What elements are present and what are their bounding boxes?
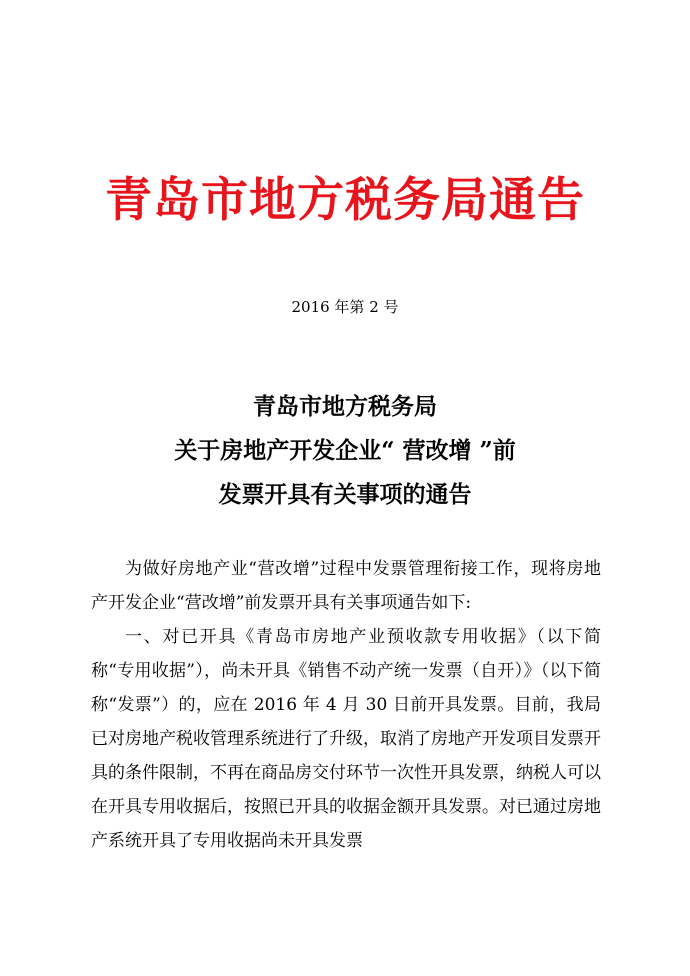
- title-line-3: 发票开具有关事项的通告: [218, 481, 472, 508]
- notice-title: [0, 385, 690, 517]
- issuing-authority-header: 青岛市地方税务局通告: [105, 173, 585, 228]
- title-line-2: 关于房地产开发企业“ 营改增 ”前: [174, 437, 516, 464]
- document-number: 2016 年第 2 号: [291, 298, 399, 316]
- notice-body: [91, 552, 601, 858]
- body-paragraph-item-1: 一、对已开具《青岛市房地产业预收款专用收据》（以下简称“专用收据”），尚未开具《销售不动产统一发票（自开）》（以下简称“发票”）的，应在 2016 年 4 月 30 日前开具发票。目前，我局已对房地产税收管理系统进行了升级，取消了房地产开发项目发票开具的条件限制，不再在商品房交付环节一次性开具发票，纳税人可以在开具专用收据后，按照已开具的收据金额开具发票。对已通过房地产系统开具了专用收据尚未开具发票: [91, 627, 601, 851]
- body-paragraph-intro: 为做好房地产业“营改增”过程中发票管理衔接工作，现将房地产开发企业“营改增”前发票开具有关事项通告如下:: [91, 559, 601, 613]
- title-line-1: 青岛市地方税务局: [253, 393, 437, 420]
